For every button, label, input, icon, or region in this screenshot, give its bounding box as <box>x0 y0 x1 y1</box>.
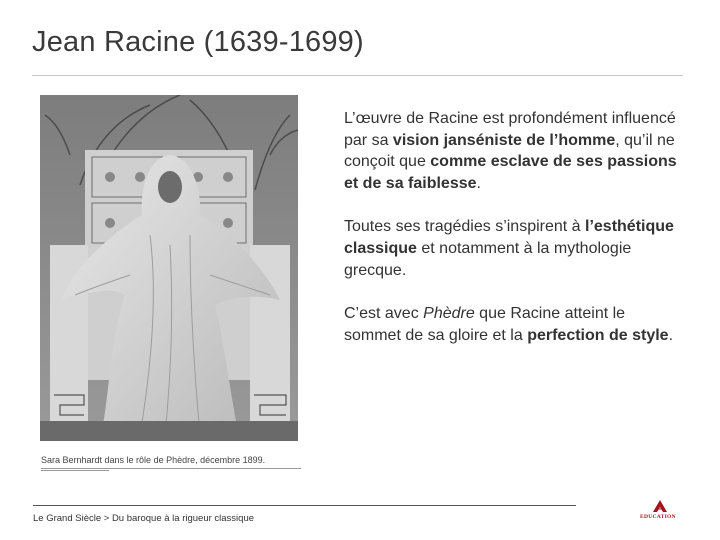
text-run: . <box>476 174 481 192</box>
text-run: L’œuvre de Racine est profondément influencé par sa <box>344 110 676 149</box>
caption-divider <box>41 468 301 469</box>
text-run: Phèdre <box>423 305 475 323</box>
paragraph <box>344 216 684 281</box>
text-run: comme esclave de ses passions et de sa faiblesse <box>344 153 677 192</box>
text-run: Toutes ses tragédies s’inspirent à <box>344 218 586 236</box>
text-run: C’est avec <box>344 305 424 323</box>
footer-breadcrumb: Le Grand Siècle > Du baroque à la rigueur classique <box>33 513 255 524</box>
text-run: vision janséniste de l’homme <box>392 131 616 149</box>
title-divider <box>32 75 683 76</box>
footer-divider <box>33 505 576 506</box>
text-run: perfection de style <box>527 326 669 344</box>
text-run: . <box>668 326 674 344</box>
text-run: , qu’il ne conçoit que <box>344 131 675 171</box>
portrait-photo <box>40 95 298 441</box>
caption-divider-short <box>41 470 109 471</box>
text-run: et notamment à la mythologie grecque. <box>344 239 632 279</box>
photo-caption: Sara Bernhardt dans le rôle de Phèdre, décembre 1899. <box>41 455 266 465</box>
slide-title: Jean Racine (1639-1699) <box>32 26 364 58</box>
text-run: l’esthétique classique <box>344 218 674 257</box>
paragraph <box>344 108 684 194</box>
paragraph <box>344 303 684 346</box>
body-text <box>344 108 684 368</box>
logo-label: EDUCATION <box>640 514 676 520</box>
text-run: que Racine atteint le sommet de sa gloire et la <box>344 305 626 344</box>
